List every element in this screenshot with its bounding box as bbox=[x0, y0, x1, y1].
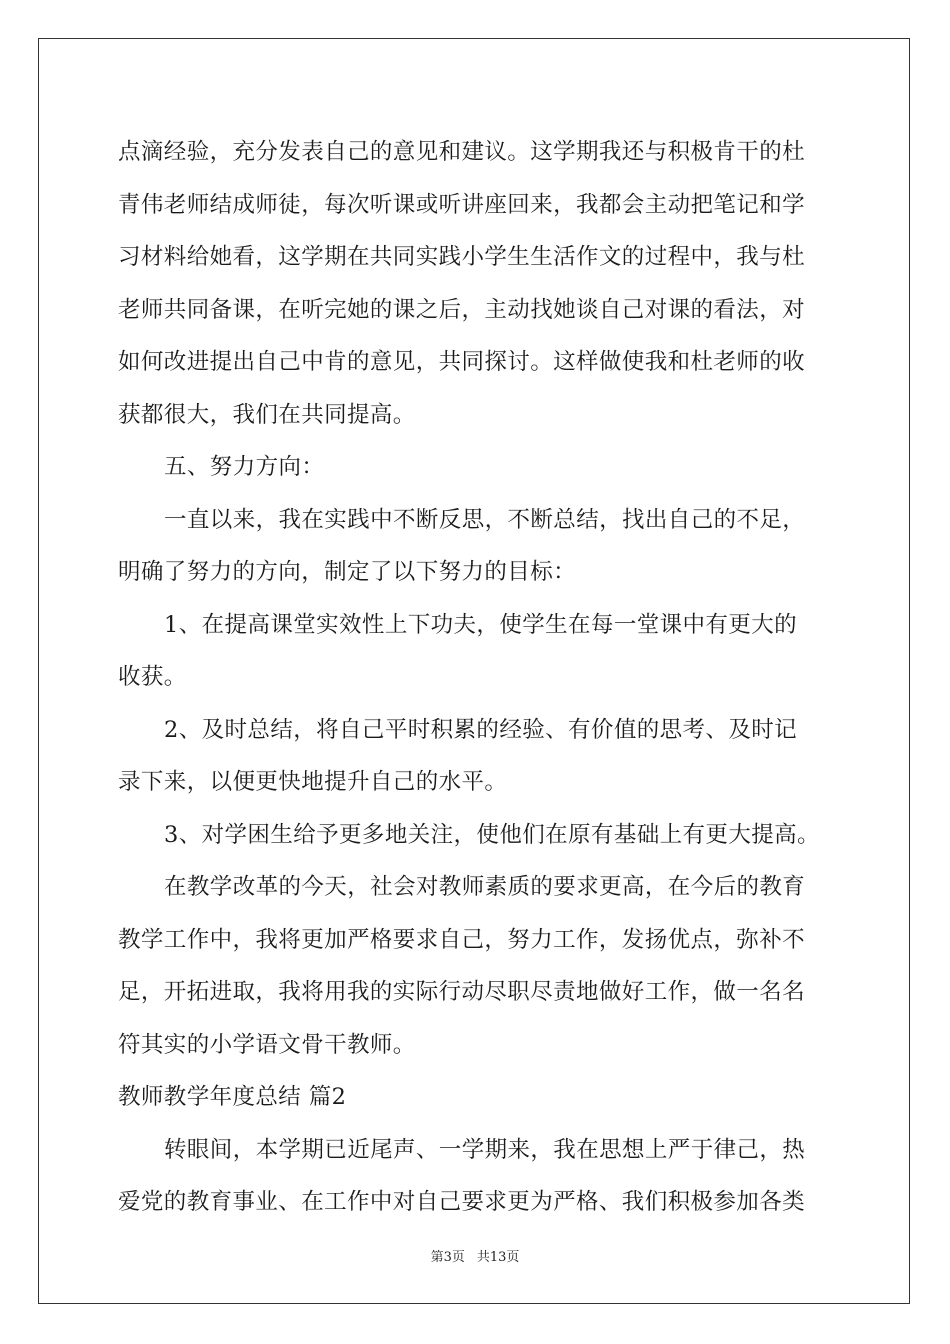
list-item-continued: 收获。 bbox=[118, 664, 187, 690]
list-item: 1、在提高课堂实效性上下功夫，使学生在每一堂课中有更大的 bbox=[164, 611, 798, 638]
section-heading: 五、努力方向： bbox=[164, 454, 325, 480]
list-item: 2、及时总结，将自己平时积累的经验、有价值的思考、及时记 bbox=[164, 716, 798, 743]
paragraph-line: 爱党的教育事业、在工作中对自己要求更为严格、我们积极参加各类 bbox=[118, 1189, 806, 1215]
article-title: 教师教学年度总结 篇2 bbox=[118, 1084, 347, 1110]
paragraph-line: 老师共同备课，在听完她的课之后，主动找她谈自己对课的看法，对 bbox=[118, 296, 806, 323]
paragraph-line: 在教学改革的今天，社会对教师素质的要求更高，在今后的教育 bbox=[164, 874, 806, 900]
paragraph-line: 青伟老师结成师徒，每次听课或听讲座回来，我都会主动把笔记和学 bbox=[118, 191, 806, 218]
paragraph-line: 点滴经验，充分发表自己的意见和建议。这学期我还与积极肯干的杜 bbox=[118, 139, 806, 165]
paragraph-line: 足，开拓进取，我将用我的实际行动尽职尽责地做好工作，做一名名 bbox=[118, 979, 806, 1005]
paragraph-line: 教学工作中，我将更加严格要求自己，努力工作，发扬优点，弥补不 bbox=[118, 926, 806, 953]
paragraph-line: 一直以来，我在实践中不断反思，不断总结，找出自己的不足， bbox=[164, 506, 806, 533]
page-total: 共13页 bbox=[476, 1250, 520, 1265]
list-item: 3、对学困生给予更多地关注，使他们在原有基础上有更大提高。 bbox=[164, 821, 820, 848]
page-footer bbox=[0, 1246, 950, 1265]
paragraph-line: 习材料给她看，这学期在共同实践小学生生活作文的过程中，我与杜 bbox=[118, 244, 806, 270]
page-number: 第3页 bbox=[430, 1250, 465, 1265]
paragraph-line: 转眼间，本学期已近尾声、一学期来，我在思想上严于律己，热 bbox=[164, 1136, 806, 1163]
paragraph-line: 获都很大，我们在共同提高。 bbox=[118, 401, 416, 428]
list-item-continued: 录下来，以便更快地提升自己的水平。 bbox=[118, 769, 508, 795]
paragraph-line: 如何改进提出自己中肯的意见，共同探讨。这样做使我和杜老师的收 bbox=[118, 349, 806, 375]
paragraph-line: 明确了努力的方向，制定了以下努力的目标： bbox=[118, 559, 577, 585]
document-body bbox=[118, 126, 834, 1229]
paragraph-line: 符其实的小学语文骨干教师。 bbox=[118, 1031, 416, 1058]
